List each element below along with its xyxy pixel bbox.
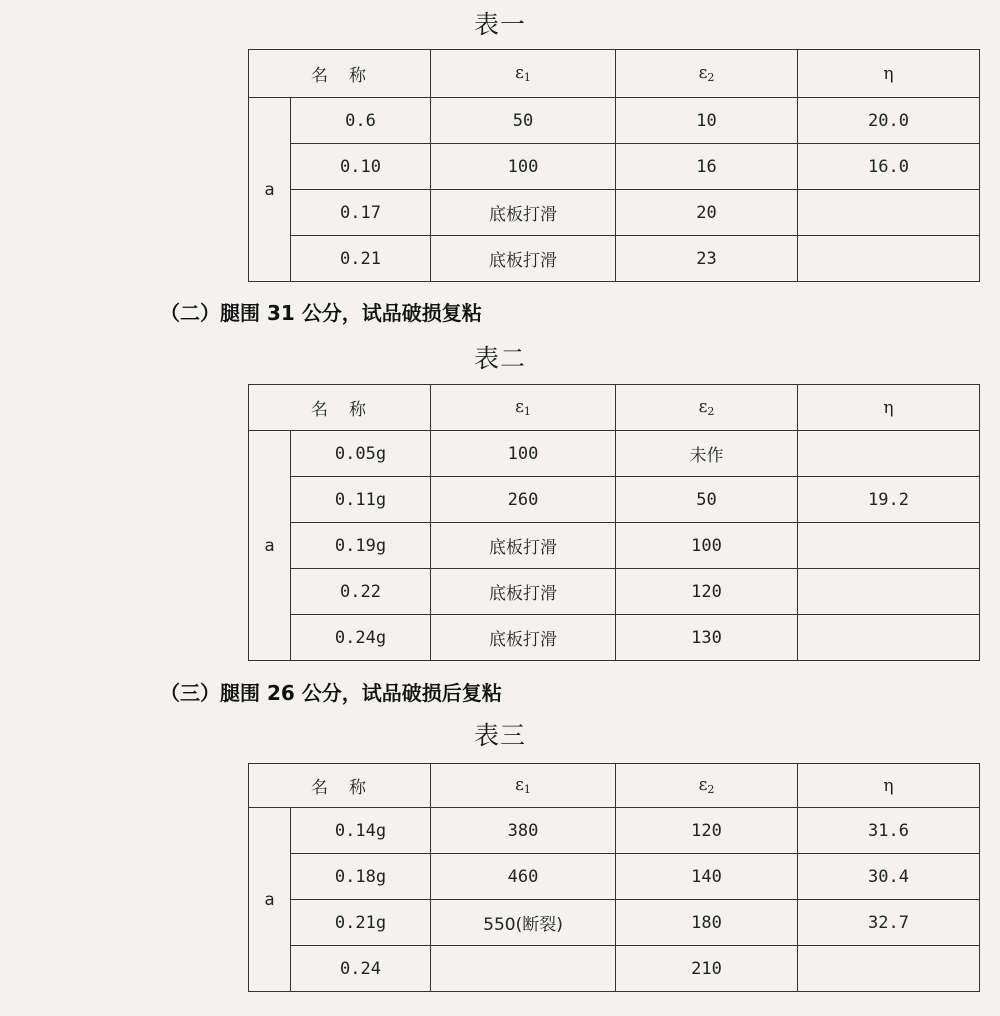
table2 bbox=[248, 384, 980, 661]
table3-title: 表三 bbox=[473, 721, 526, 750]
header-eta: η bbox=[798, 50, 980, 98]
cell-epsilon2: 10 bbox=[616, 98, 798, 144]
cell-eta: 19.2 bbox=[798, 477, 980, 523]
table-row bbox=[249, 98, 980, 144]
group-label: a bbox=[249, 431, 291, 661]
section3-heading: （三）腿围 26 公分，试品破损后复粘 bbox=[160, 681, 502, 705]
cell-epsilon2: 120 bbox=[616, 808, 798, 854]
cell-epsilon1: 底板打滑 bbox=[431, 190, 616, 236]
header-epsilon2 bbox=[616, 50, 798, 98]
header-eta: η bbox=[798, 764, 980, 808]
cell-epsilon1: 100 bbox=[431, 431, 616, 477]
header-epsilon2 bbox=[616, 764, 798, 808]
cell-epsilon2: 20 bbox=[616, 190, 798, 236]
cell-eta: 30.4 bbox=[798, 854, 980, 900]
cell-epsilon2: 50 bbox=[616, 477, 798, 523]
cell-epsilon2: 100 bbox=[616, 523, 798, 569]
cell-eta bbox=[798, 236, 980, 282]
epsilon-symbol: ε bbox=[515, 397, 524, 417]
cell-name: 0.21 bbox=[291, 236, 431, 282]
table-row bbox=[249, 615, 980, 661]
table-row bbox=[249, 808, 980, 854]
cell-name: 0.21g bbox=[291, 900, 431, 946]
epsilon-symbol: ε bbox=[698, 775, 708, 795]
header-name: 名 称 bbox=[249, 50, 431, 98]
cell-epsilon1: 底板打滑 bbox=[431, 236, 616, 282]
header-epsilon1 bbox=[431, 385, 616, 431]
cell-eta bbox=[798, 190, 980, 236]
cell-eta bbox=[798, 431, 980, 477]
table-row bbox=[249, 900, 980, 946]
table-row bbox=[249, 854, 980, 900]
subscript: 2 bbox=[707, 783, 715, 796]
cell-eta: 16.0 bbox=[798, 144, 980, 190]
cell-epsilon1: 260 bbox=[431, 477, 616, 523]
subscript: 1 bbox=[523, 71, 531, 84]
epsilon-symbol: ε bbox=[515, 63, 524, 83]
table3 bbox=[248, 763, 980, 992]
cell-name: 0.17 bbox=[291, 190, 431, 236]
cell-eta: 31.6 bbox=[798, 808, 980, 854]
cell-name: 0.10 bbox=[291, 144, 431, 190]
cell-epsilon2: 23 bbox=[616, 236, 798, 282]
header-eta: η bbox=[798, 385, 980, 431]
section2-heading: （二）腿围 31 公分，试品破损复粘 bbox=[160, 301, 482, 325]
cell-epsilon2: 未作 bbox=[616, 431, 798, 477]
header-name: 名 称 bbox=[249, 385, 431, 431]
table1 bbox=[248, 49, 980, 282]
cell-name: 0.05g bbox=[291, 431, 431, 477]
cell-epsilon1: 460 bbox=[431, 854, 616, 900]
header-row bbox=[249, 50, 980, 98]
cell-epsilon2: 210 bbox=[616, 946, 798, 992]
header-row bbox=[249, 764, 980, 808]
table2-title: 表二 bbox=[473, 344, 526, 373]
cell-eta: 32.7 bbox=[798, 900, 980, 946]
cell-epsilon1: 底板打滑 bbox=[431, 615, 616, 661]
table-row bbox=[249, 236, 980, 282]
header-row bbox=[249, 385, 980, 431]
subscript: 1 bbox=[523, 405, 531, 418]
subscript: 1 bbox=[523, 783, 531, 796]
cell-name: 0.24 bbox=[291, 946, 431, 992]
group-label: a bbox=[249, 808, 291, 992]
cell-epsilon2: 16 bbox=[616, 144, 798, 190]
table-row bbox=[249, 477, 980, 523]
table-row bbox=[249, 431, 980, 477]
epsilon-symbol: ε bbox=[515, 775, 524, 795]
cell-eta bbox=[798, 523, 980, 569]
cell-epsilon2: 120 bbox=[616, 569, 798, 615]
table1-title: 表一 bbox=[473, 10, 526, 39]
subscript: 2 bbox=[707, 71, 715, 84]
cell-epsilon1: 底板打滑 bbox=[431, 523, 616, 569]
cell-epsilon1 bbox=[431, 946, 616, 992]
cell-epsilon2: 130 bbox=[616, 615, 798, 661]
group-label: a bbox=[249, 98, 291, 282]
header-epsilon2 bbox=[616, 385, 798, 431]
header-epsilon1 bbox=[431, 764, 616, 808]
cell-epsilon1: 550(断裂) bbox=[431, 900, 616, 946]
table-row bbox=[249, 190, 980, 236]
cell-name: 0.19g bbox=[291, 523, 431, 569]
table-row bbox=[249, 523, 980, 569]
table-row bbox=[249, 946, 980, 992]
cell-epsilon2: 180 bbox=[616, 900, 798, 946]
cell-name: 0.14g bbox=[291, 808, 431, 854]
cell-eta bbox=[798, 946, 980, 992]
cell-epsilon2: 140 bbox=[616, 854, 798, 900]
cell-eta bbox=[798, 615, 980, 661]
epsilon-symbol: ε bbox=[698, 63, 708, 83]
cell-name: 0.18g bbox=[291, 854, 431, 900]
epsilon-symbol: ε bbox=[698, 397, 708, 417]
table-row bbox=[249, 144, 980, 190]
cell-eta: 20.0 bbox=[798, 98, 980, 144]
cell-epsilon1: 50 bbox=[431, 98, 616, 144]
header-name: 名 称 bbox=[249, 764, 431, 808]
cell-name: 0.11g bbox=[291, 477, 431, 523]
cell-name: 0.22 bbox=[291, 569, 431, 615]
cell-name: 0.24g bbox=[291, 615, 431, 661]
cell-epsilon1: 底板打滑 bbox=[431, 569, 616, 615]
subscript: 2 bbox=[707, 405, 715, 418]
header-epsilon1 bbox=[431, 50, 616, 98]
cell-name: 0.6 bbox=[291, 98, 431, 144]
cell-epsilon1: 100 bbox=[431, 144, 616, 190]
table-row bbox=[249, 569, 980, 615]
cell-eta bbox=[798, 569, 980, 615]
cell-epsilon1: 380 bbox=[431, 808, 616, 854]
